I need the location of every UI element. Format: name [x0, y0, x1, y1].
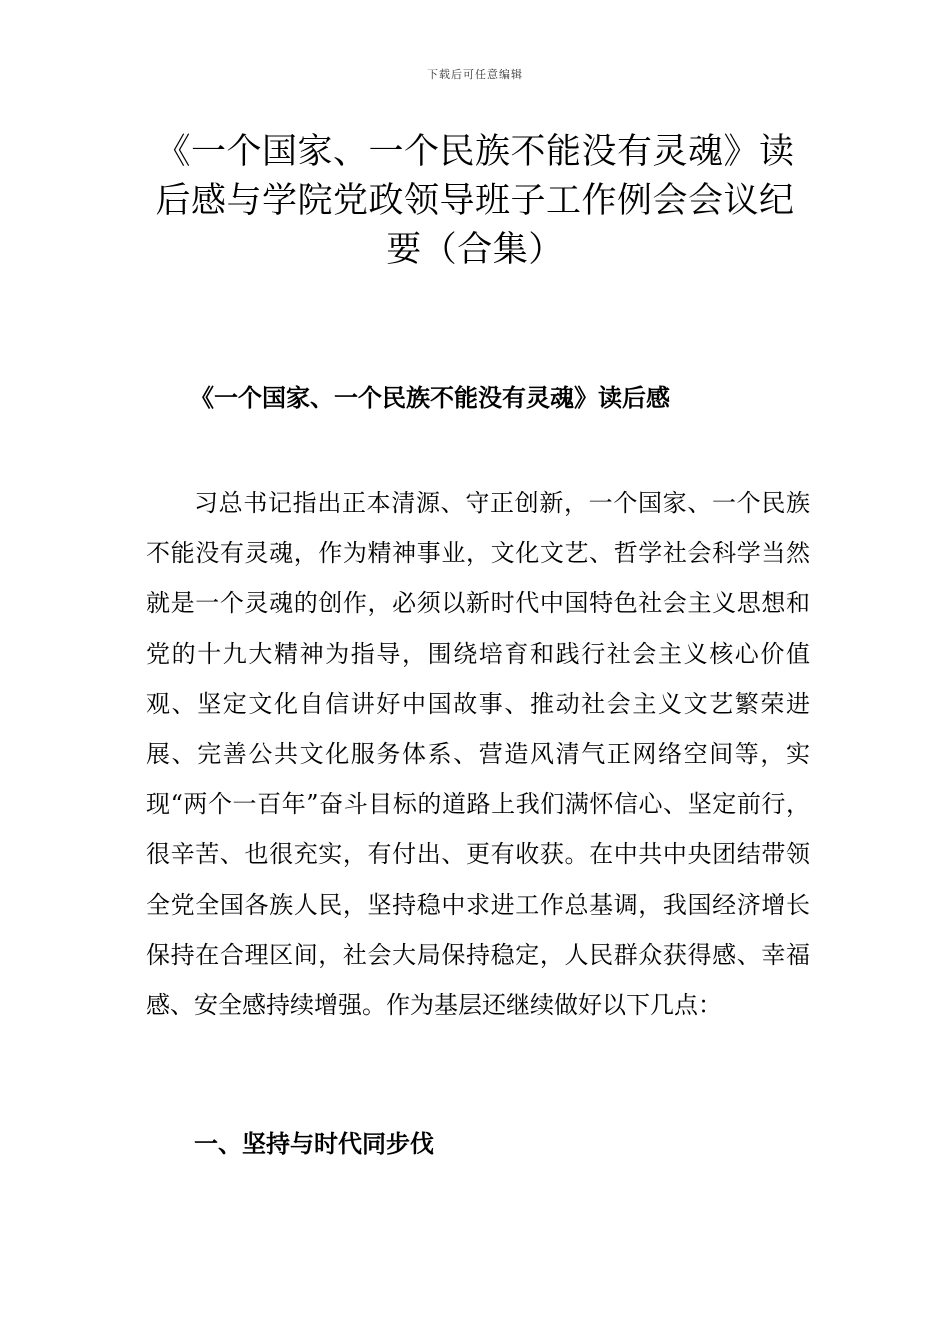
header-note: 下载后可任意编辑: [427, 68, 523, 81]
subheading: 一、坚持与时代同步伐: [194, 1129, 434, 1158]
section-title: 《一个国家、一个民族不能没有灵魂》读后感: [190, 383, 670, 412]
body-paragraph: 习总书记指出正本清源、守正创新，一个国家、一个民族不能没有灵魂，作为精神事业，文化文艺、哲学社会科学当然就是一个灵魂的创作，必须以新时代中国特色社会主义思想和党的十九大精神为指导，围绕培育和践行社会主义核心价值观、坚定文化自信讲好中国故事、推动社会主义文艺繁荣进展、完善公共文化服务体系、营造风清气正网络空间等，实现“两个一百年”奋斗目标的道路上我们满怀信心、坚定前行，很辛苦、也很充实，有付出、更有收获。在中共中央团结带领全党全国各族人民，坚持稳中求进工作总基调，我国经济增长保持在合理区间，社会大局保持稳定，人民群众获得感、幸福感、安全感持续增强。作为基层还继续做好以下几点：: [146, 489, 810, 1020]
document-title: 《一个国家、一个民族不能没有灵魂》读后感与学院党政领导班子工作例会会议纪要（合集）: [155, 132, 795, 270]
